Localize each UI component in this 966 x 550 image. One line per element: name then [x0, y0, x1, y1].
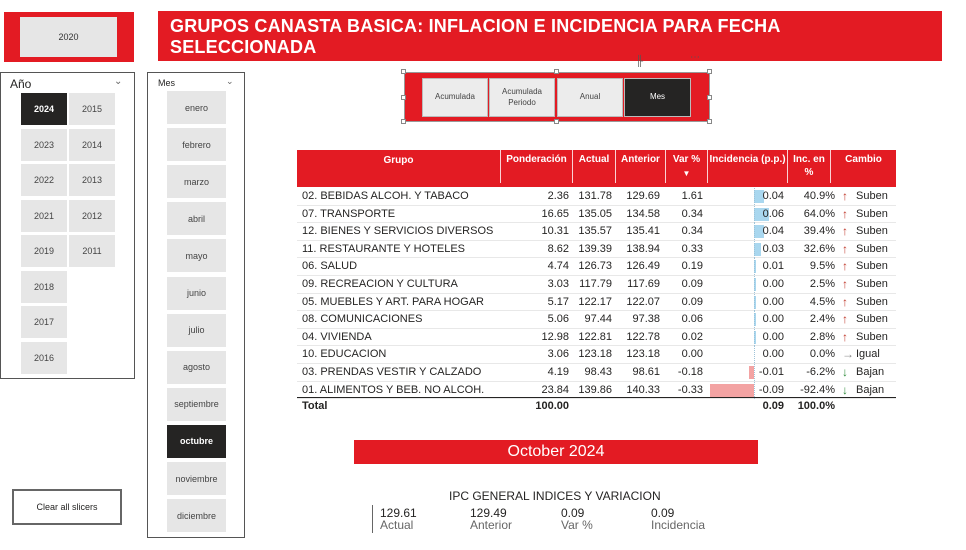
cell-inc-pct: 0.0%	[809, 348, 835, 361]
table-row[interactable]	[297, 276, 896, 294]
cell-cambio: Suben	[856, 190, 888, 202]
cell-incidencia: 0.01	[762, 260, 784, 273]
cell-var: 1.61	[681, 190, 703, 202]
mode-button-0[interactable]: Acumulada	[422, 78, 488, 117]
cell-anterior: 134.58	[626, 207, 660, 220]
cell-incidencia: 0.04	[762, 225, 784, 238]
cell-ponderacion: 23.84	[541, 383, 569, 396]
table-row[interactable]	[297, 346, 896, 364]
month-tile-diciembre[interactable]: diciembre	[167, 499, 226, 532]
cell-ponderacion: 5.06	[547, 313, 569, 326]
cell-cambio: Suben	[856, 278, 888, 290]
arrow-down-icon: ↓	[842, 365, 848, 379]
cell-var: 0.09	[681, 295, 703, 308]
cell-cambio: Suben	[856, 330, 888, 343]
cell-grupo: 06. SALUD	[302, 260, 358, 273]
col-cambio[interactable]: Cambio	[830, 150, 896, 183]
arrow-up-icon: ↑	[842, 241, 848, 256]
cell-cambio: Suben	[856, 207, 888, 220]
month-tile-agosto[interactable]: agosto	[167, 351, 226, 384]
cell-actual: 135.57	[578, 225, 612, 238]
cell-incidencia: 0.00	[762, 295, 784, 308]
col-actual[interactable]: Actual	[572, 150, 615, 183]
cell-anterior: 135.41	[626, 225, 660, 238]
arrow-right-icon: →	[842, 347, 854, 362]
col-anterior[interactable]: Anterior	[615, 150, 665, 183]
arrow-up-icon: ↑	[842, 312, 848, 327]
arrow-up-icon: ↑	[842, 329, 848, 344]
year-tile[interactable]: 2017	[21, 306, 67, 338]
year-tile[interactable]: 2019	[21, 235, 67, 267]
col-var-label: Var %	[672, 154, 701, 165]
table-row[interactable]	[297, 241, 896, 259]
cell-anterior: 140.33	[626, 383, 660, 396]
sort-desc-icon[interactable]: ▼	[682, 169, 691, 178]
cell-actual: 117.79	[579, 278, 612, 290]
cell-actual: 97.44	[584, 313, 612, 326]
cell-cambio: Igual	[856, 348, 880, 361]
cell-ponderacion: 4.19	[547, 366, 569, 378]
year-tile[interactable]: 2016	[21, 342, 67, 374]
clear-slicers-button[interactable]: Clear all slicers	[12, 489, 122, 525]
mode-button-2[interactable]: Anual	[557, 78, 623, 117]
arrow-up-icon: ↑	[842, 259, 848, 274]
pin-icon[interactable]: ╟	[636, 56, 644, 67]
cell-anterior: 129.69	[626, 190, 660, 202]
table-row[interactable]	[297, 206, 896, 224]
table-total-row	[297, 397, 896, 417]
mode-button-1[interactable]: Acumulada Periodo	[489, 78, 555, 117]
year-tile[interactable]: 2013	[69, 164, 115, 196]
month-tile-octubre[interactable]: octubre	[167, 425, 226, 458]
month-tile-abril[interactable]: abril	[167, 202, 226, 235]
cell-incidencia: 0.04	[762, 190, 784, 202]
cell-ponderacion: 12.98	[541, 330, 569, 343]
cell-ponderacion: 2.36	[547, 190, 569, 202]
cell-actual: 123.18	[578, 348, 612, 361]
cell-ponderacion: 16.65	[541, 207, 569, 220]
cell-grupo: 10. EDUCACION	[302, 348, 387, 361]
kpi-value: 129.49	[470, 506, 507, 520]
cell-cambio: Bajan	[856, 366, 885, 378]
year-tile[interactable]: 2015	[69, 93, 115, 125]
cell-grupo: 01. ALIMENTOS Y BEB. NO ALCOH.	[302, 383, 485, 396]
cell-grupo: 08. COMUNICACIONES	[302, 313, 423, 326]
kpi-label: Actual	[380, 518, 414, 532]
cell-var: 0.34	[681, 207, 703, 220]
cell-grupo: 11. RESTAURANTE Y HOTELES	[302, 242, 466, 255]
cell-actual: 98.43	[584, 366, 612, 378]
month-tile-mayo[interactable]: mayo	[167, 239, 226, 272]
cell-var: 0.06	[681, 313, 703, 326]
cell-ponderacion: 3.03	[547, 278, 569, 290]
kpi-label: Incidencia	[651, 518, 706, 532]
cell-actual: 139.39	[578, 242, 612, 255]
year-tile[interactable]: 2024	[21, 93, 67, 125]
cell-var: 0.00	[681, 348, 703, 361]
table-row[interactable]	[297, 188, 896, 206]
cell-inc-pct: -6.2%	[806, 366, 835, 378]
month-slicer-title: Mes	[158, 78, 176, 88]
cell-actual: 122.17	[578, 295, 612, 308]
table-row[interactable]	[297, 311, 896, 329]
table-header	[297, 150, 896, 187]
cell-cambio: Suben	[856, 242, 888, 255]
arrow-up-icon: ↑	[842, 294, 848, 309]
cell-anterior: 122.78	[626, 330, 660, 343]
total-label: Total	[302, 400, 328, 412]
arrow-up-icon: ↑	[842, 206, 848, 221]
cell-ponderacion: 3.06	[547, 348, 569, 361]
kpi-value: 129.61	[380, 506, 417, 520]
cell-anterior: 123.18	[626, 348, 660, 361]
year-tile[interactable]: 2012	[69, 200, 115, 232]
selected-year-chip[interactable]: 2020	[20, 17, 117, 57]
resize-handle[interactable]	[707, 95, 712, 100]
cell-grupo: 04. VIVIENDA	[302, 330, 372, 343]
month-tile-noviembre[interactable]: noviembre	[167, 462, 226, 495]
cell-inc-pct: 2.5%	[809, 278, 835, 290]
cell-var: -0.18	[677, 366, 703, 378]
cell-var: 0.34	[681, 225, 703, 238]
cell-incidencia: 0.00	[762, 278, 784, 290]
month-tile-marzo[interactable]: marzo	[167, 165, 226, 198]
cell-grupo: 02. BEBIDAS ALCOH. Y TABACO	[302, 190, 469, 202]
more-options-icon[interactable]: ⋯	[690, 52, 700, 63]
table-row[interactable]	[297, 223, 896, 241]
cell-var: 0.33	[681, 242, 703, 255]
cell-grupo: 03. PRENDAS VESTIR Y CALZADO	[302, 366, 482, 378]
month-tile-junio[interactable]: junio	[167, 277, 226, 310]
cell-actual: 131.78	[578, 190, 612, 202]
cell-anterior: 98.61	[632, 366, 660, 378]
table-row[interactable]	[297, 294, 896, 312]
resize-handle[interactable]	[401, 95, 406, 100]
resize-handle[interactable]	[401, 69, 406, 74]
cell-incidencia: 0.03	[762, 242, 784, 255]
kpi-value: 0.09	[651, 506, 675, 520]
cell-inc-pct: 32.6%	[803, 242, 835, 255]
cell-grupo: 05. MUEBLES Y ART. PARA HOGAR	[302, 295, 484, 308]
cell-incidencia: -0.01	[758, 366, 784, 378]
kpi-label: Anterior	[470, 518, 513, 532]
kpi-label: Var %	[561, 518, 593, 532]
chevron-down-icon[interactable]: ⌄	[114, 76, 123, 87]
cell-incidencia: 0.00	[762, 330, 784, 343]
month-tile-septiembre[interactable]: septiembre	[167, 388, 226, 421]
cell-incidencia: 0.00	[762, 348, 784, 361]
cell-cambio: Suben	[856, 295, 888, 308]
table-row[interactable]	[297, 258, 896, 276]
cell-var: -0.33	[677, 383, 703, 396]
table-row[interactable]	[297, 364, 896, 382]
arrow-up-icon: ↑	[842, 189, 848, 203]
cell-ponderacion: 5.17	[547, 295, 569, 308]
cell-var: 0.09	[681, 278, 703, 290]
cell-grupo: 12. BIENES Y SERVICIOS DIVERSOS	[302, 225, 494, 238]
resize-handle[interactable]	[707, 119, 712, 124]
year-tile[interactable]: 2018	[21, 271, 67, 303]
cell-inc-pct: 64.0%	[803, 207, 835, 220]
cell-actual: 126.73	[578, 260, 612, 273]
arrow-up-icon: ↑	[842, 277, 848, 291]
cell-actual: 139.86	[578, 383, 612, 396]
col-var[interactable]	[665, 150, 707, 183]
col-grupo[interactable]: Grupo	[383, 155, 414, 166]
cell-var: 0.02	[681, 330, 703, 343]
cell-cambio: Suben	[856, 225, 888, 238]
month-banner: October 2024	[354, 440, 758, 464]
cell-inc-pct: 9.5%	[809, 260, 835, 273]
resize-handle[interactable]	[554, 69, 559, 74]
total-incidencia: 0.09	[762, 400, 784, 412]
resize-handle[interactable]	[401, 119, 406, 124]
cell-anterior: 117.69	[627, 278, 660, 290]
arrow-up-icon: ↑	[842, 224, 848, 239]
cell-ponderacion: 4.74	[547, 260, 569, 273]
cell-actual: 135.05	[578, 207, 612, 220]
mode-button-3[interactable]: Mes	[624, 78, 691, 117]
year-tile[interactable]: 2023	[21, 129, 67, 161]
col-ponderacion[interactable]: Ponderación	[500, 150, 572, 183]
table-row[interactable]	[297, 329, 896, 347]
cell-anterior: 138.94	[626, 242, 660, 255]
cell-inc-pct: 4.5%	[809, 295, 835, 308]
col-inc-pct[interactable]: Inc. en %	[787, 150, 830, 183]
total-ponderacion: 100.00	[535, 400, 569, 412]
cell-var: 0.19	[681, 260, 703, 273]
kpi-divider	[372, 505, 373, 533]
cell-cambio: Bajan	[856, 383, 885, 396]
cell-grupo: 09. RECREACION Y CULTURA	[302, 278, 458, 290]
resize-handle[interactable]	[554, 119, 559, 124]
chevron-down-icon[interactable]: ⌄	[226, 76, 234, 86]
total-inc-pct: 100.0%	[797, 400, 835, 412]
cell-anterior: 122.07	[626, 295, 660, 308]
arrow-down-icon: ↓	[842, 382, 848, 397]
page-title: GRUPOS CANASTA BASICA: INFLACION E INCIDENCIA PARA FECHA SELECCIONADA	[158, 11, 942, 61]
cell-grupo: 07. TRANSPORTE	[302, 207, 396, 220]
cell-inc-pct: 2.8%	[809, 330, 835, 343]
cell-inc-pct: 40.9%	[803, 190, 835, 202]
cell-inc-pct: 2.4%	[809, 313, 835, 326]
cell-cambio: Suben	[856, 260, 888, 273]
cell-inc-pct: 39.4%	[803, 225, 835, 238]
kpi-value: 0.09	[561, 506, 585, 520]
cell-ponderacion: 10.31	[541, 225, 569, 238]
year-tile[interactable]: 2014	[69, 129, 115, 161]
cell-anterior: 97.38	[632, 313, 660, 326]
year-tile[interactable]: 2011	[69, 235, 115, 267]
year-tile[interactable]: 2021	[21, 200, 67, 232]
resize-handle[interactable]	[707, 69, 712, 74]
month-tile-julio[interactable]: julio	[167, 314, 226, 347]
cell-inc-pct: -92.4%	[800, 383, 835, 396]
ipc-title: IPC GENERAL INDICES Y VARIACION	[449, 489, 661, 503]
cell-anterior: 126.49	[626, 260, 660, 273]
month-tile-febrero[interactable]: febrero	[167, 128, 226, 161]
cell-ponderacion: 8.62	[547, 242, 569, 255]
col-incidencia[interactable]: Incidencia (p.p.)	[707, 150, 787, 183]
cell-actual: 122.81	[578, 330, 612, 343]
year-tile[interactable]: 2022	[21, 164, 67, 196]
cell-cambio: Suben	[856, 313, 888, 326]
month-tile-enero[interactable]: enero	[167, 91, 226, 124]
cell-incidencia: 0.06	[762, 207, 784, 220]
cell-incidencia: -0.09	[758, 383, 784, 396]
year-slicer-title: Año	[10, 77, 32, 91]
cell-incidencia: 0.00	[762, 313, 784, 326]
